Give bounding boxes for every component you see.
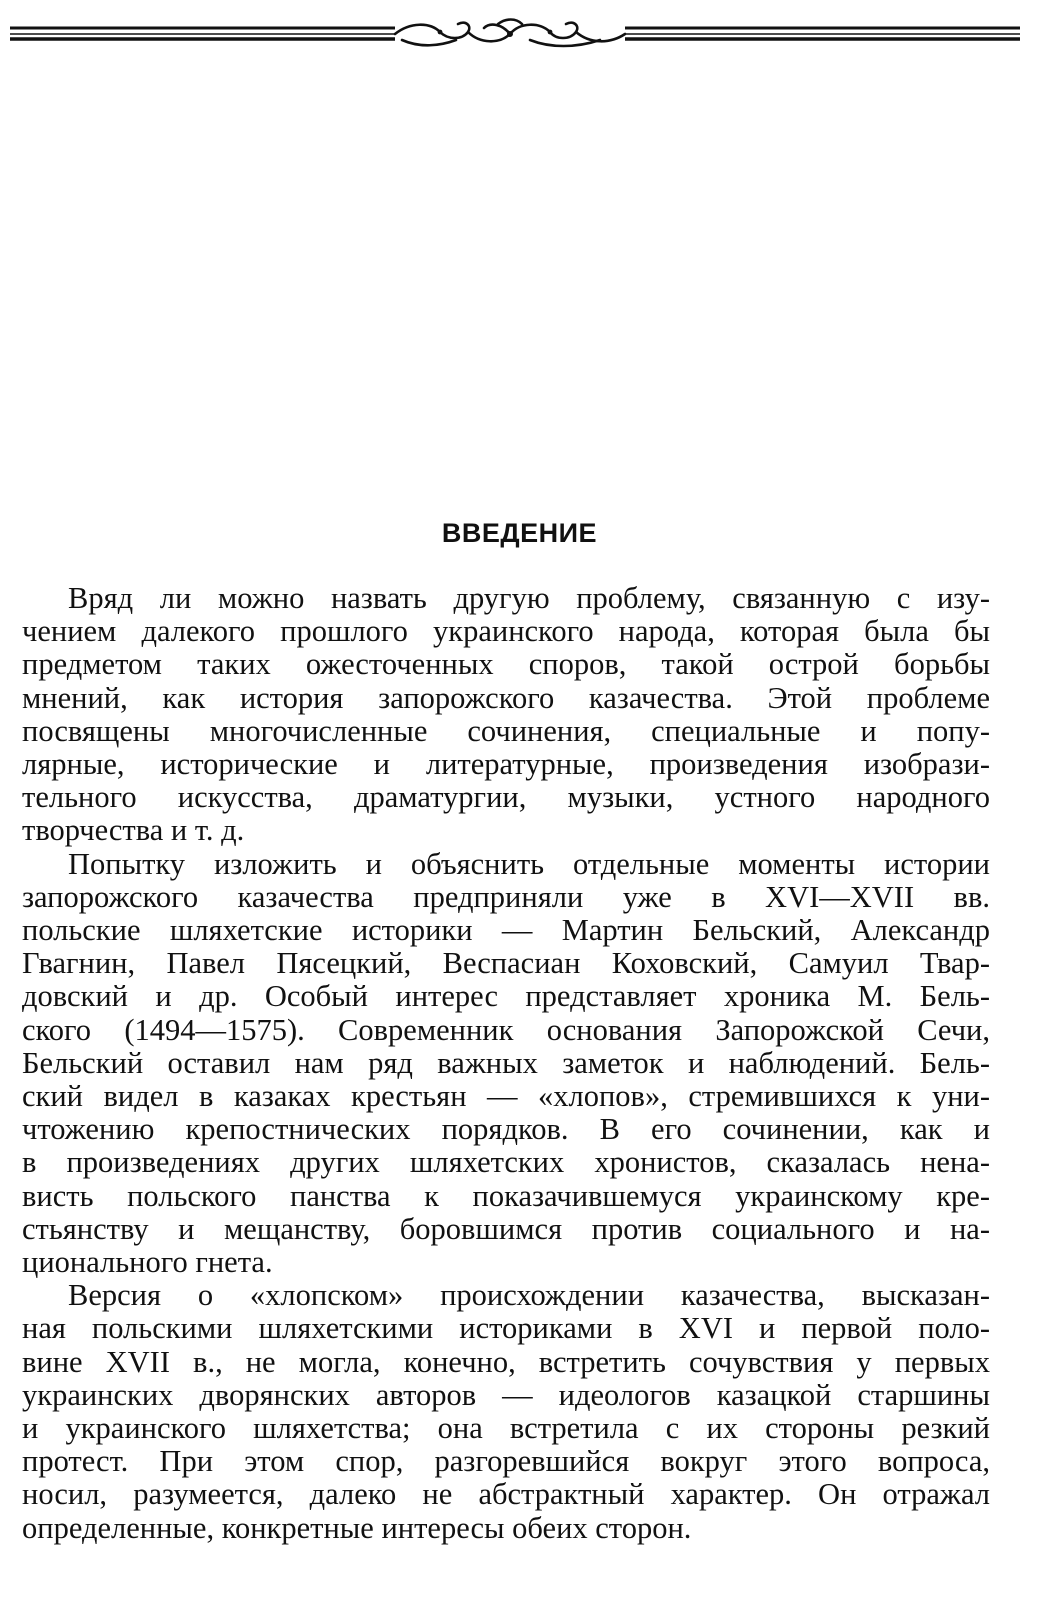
text-line: и украинского шляхетства; она встретила с их стороны резкий (22, 1411, 990, 1446)
text-line: ная польскими шляхетскими историками в XVI и первой поло- (22, 1311, 990, 1346)
text-line: довский и др. Особый интерес представляет хроника М. Бель- (22, 979, 990, 1014)
body-text (22, 582, 990, 1545)
paragraph (22, 582, 990, 848)
text-line: носил, разумеется, далеко не абстрактный характер. Он отражал (22, 1477, 990, 1512)
text-line: в произведениях других шляхетских хронистов, сказалась нена- (22, 1145, 990, 1180)
page-title: ВВЕДЕНИЕ (441, 518, 598, 548)
text-line: Попытку изложить и объяснить отдельные моменты истории (68, 846, 990, 881)
text-line: ский видел в казаках крестьян — «хлопов», стремившихся к уни- (22, 1079, 990, 1114)
text-line: Версия о «хлопском» происхождении казачества, высказан- (68, 1278, 990, 1313)
text-line: польские шляхетские историки — Мартин Бельский, Александр (22, 913, 990, 948)
text-line: ционального гнета. (22, 1245, 273, 1280)
text-line: запорожского казачества предприняли уже в XVI—XVII вв. (22, 879, 990, 914)
decorative-rule-icon (10, 14, 1020, 58)
text-line: протест. При этом спор, разгоревшийся вокруг этого вопроса, (22, 1444, 990, 1479)
text-line: определенные, конкретные интересы обеих сторон. (22, 1510, 692, 1545)
paragraph (22, 848, 990, 1280)
text-line: лярные, исторические и литературные, произведения изобрази- (22, 747, 990, 782)
text-line: чтожению крепостнических порядков. В его сочинении, как и (22, 1112, 990, 1147)
text-line: Вряд ли можно назвать другую проблему, связанную с изу- (68, 581, 990, 615)
text-line: висть польского панства к показачившемуся украинскому кре- (22, 1178, 990, 1213)
text-line: чением далекого прошлого украинского народа, которая была бы (22, 614, 990, 649)
text-line: Бельский оставил нам ряд важных заметок и наблюдений. Бель- (22, 1045, 990, 1080)
text-line: тельного искусства, драматургии, музыки, устного народного (22, 780, 990, 815)
text-line: украинских дворянских авторов — идеологов казацкой старшины (22, 1377, 990, 1412)
text-line: мнений, как история запорожского казачества. Этой проблеме (22, 680, 990, 715)
text-line: ского (1494—1575). Современник основания Запорожской Сечи, (22, 1012, 990, 1047)
paragraph (22, 1279, 990, 1545)
text-line: творчества и т. д. (22, 813, 245, 848)
text-line: вине XVII в., не могла, конечно, встретить сочувствия у первых (22, 1344, 990, 1379)
text-line: предметом таких ожесточенных споров, такой острой борьбы (22, 647, 990, 682)
header-ornament (10, 14, 1020, 58)
text-line: стьянству и мещанству, боровшимся против социального и на- (22, 1211, 990, 1246)
text-line: посвящены многочисленные сочинения, специальные и попу- (22, 713, 990, 748)
text-line: Гвагнин, Павел Пясецкий, Веспасиан Коховский, Самуил Твар- (22, 946, 990, 981)
